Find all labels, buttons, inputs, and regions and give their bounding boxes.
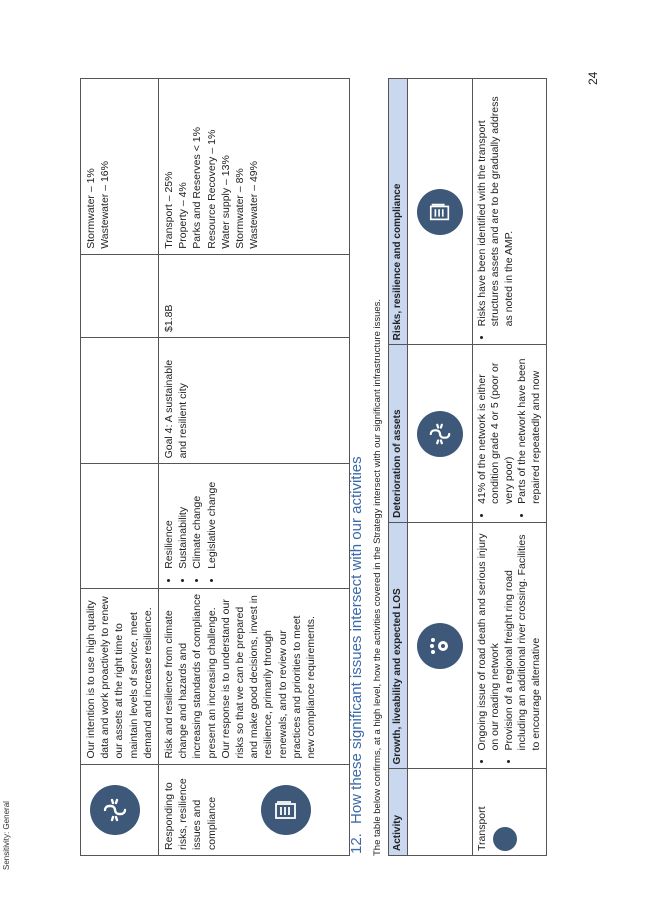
column-header: Growth, liveability and expected LOS — [389, 522, 408, 769]
list-item: • Resilience — [162, 469, 176, 568]
growth-list — [476, 527, 544, 765]
list-item: • Parts of the network have been repaired repeatedly and now — [516, 349, 543, 504]
row-title: Responding to risks, resilience issues and compliance — [163, 778, 218, 850]
table-cell — [159, 464, 350, 588]
table-cell — [472, 769, 547, 856]
sensitivity-label: Sensitivity: General — [2, 801, 11, 870]
table-row — [81, 79, 159, 856]
section-heading — [348, 456, 365, 854]
activity-intersection-table — [388, 78, 547, 856]
compliance-document-icon — [417, 189, 463, 235]
table-cell — [81, 764, 159, 855]
page-number: 24 — [586, 71, 600, 85]
column-header: Risks, resilience and compliance — [389, 79, 408, 345]
table-cell — [81, 254, 159, 337]
section-intro: The table below confirms, at a high level, how the activities covered in the Strategy intersect with our significant infrastructure issues. — [372, 298, 383, 856]
table-cell — [159, 764, 350, 855]
table-cell — [472, 345, 547, 523]
table-cell — [407, 769, 472, 856]
risks-list — [476, 83, 517, 340]
table-row — [159, 79, 350, 856]
table-cell: Goal 4: A sustainable and resilient city — [159, 338, 350, 464]
list-item: • Risks have been identified with the transport structures assets and are to be gradually address as noted in the AMP. — [476, 83, 517, 326]
value-line: Resource Recovery – 1% — [205, 129, 218, 249]
section-number: 12. — [348, 833, 365, 854]
value-line: Wastewater – 49% — [248, 161, 261, 249]
value-line: Water supply – 13% — [219, 155, 232, 249]
broken-chain-icon — [90, 785, 140, 835]
value-line: Stormwater – 1% — [85, 168, 97, 249]
table-row — [472, 79, 547, 856]
table-cell — [407, 345, 472, 523]
value-line: Transport – 25% — [163, 171, 176, 249]
column-header: Deterioration of assets — [389, 345, 408, 523]
table-cell — [407, 79, 472, 345]
table-cell — [81, 79, 159, 255]
compliance-document-icon — [261, 785, 311, 835]
list-item: • Legislative change — [205, 469, 219, 568]
column-header: Activity — [389, 769, 408, 856]
list-item: • Climate change — [190, 469, 204, 568]
driver-list — [162, 469, 219, 582]
list-item: • 41% of the network is either condition grade 4 or 5 (poor or very poor) — [476, 349, 517, 504]
value-line: Parks and Reserves < 1% — [191, 127, 204, 249]
icon-row — [407, 79, 472, 856]
deterioration-list — [476, 349, 544, 518]
people-gear-icon — [417, 623, 463, 669]
rotated-page-content — [58, 8, 584, 856]
table-cell: Risk and resilience from climate change and hazards and increasing standards of compliance present an increasing challenge. Our response is to understand our risks so that we can be prepared and make good decisions, invest in resilience, primarily through renewals, and to review our practices and priorities to meet new compliance requirements. — [159, 588, 350, 764]
section-title: How these significant issues intersect with our activities — [348, 456, 365, 824]
table-cell — [81, 338, 159, 464]
table-cell — [472, 522, 547, 769]
table-cell: $1.8B — [159, 254, 350, 337]
value-line: Property – 4% — [177, 182, 190, 249]
value-line: Stormwater – 8% — [234, 168, 247, 249]
table-cell — [81, 464, 159, 588]
table-cell: Our intention is to use high quality data and work proactively to renew our assets at the right time to maintain levels of service, meet demand and increase resilience. — [81, 588, 159, 764]
list-item: • Provision of a regional freight ring road including an additional river crossing. Facilities to encourage alternative — [503, 527, 544, 751]
activity-label: Transport — [475, 806, 488, 851]
table-cell — [407, 522, 472, 769]
list-item: • Ongoing issue of road death and serious injury on our roading network — [476, 527, 503, 751]
transport-icon — [493, 827, 517, 851]
list-item: • Sustainability — [176, 469, 190, 568]
value-line: Wastewater – 16% — [99, 161, 112, 249]
issues-table — [80, 78, 350, 856]
broken-chain-icon — [417, 411, 463, 457]
table-cell — [159, 79, 350, 255]
table-cell — [472, 79, 547, 345]
table-header-row — [389, 79, 408, 856]
